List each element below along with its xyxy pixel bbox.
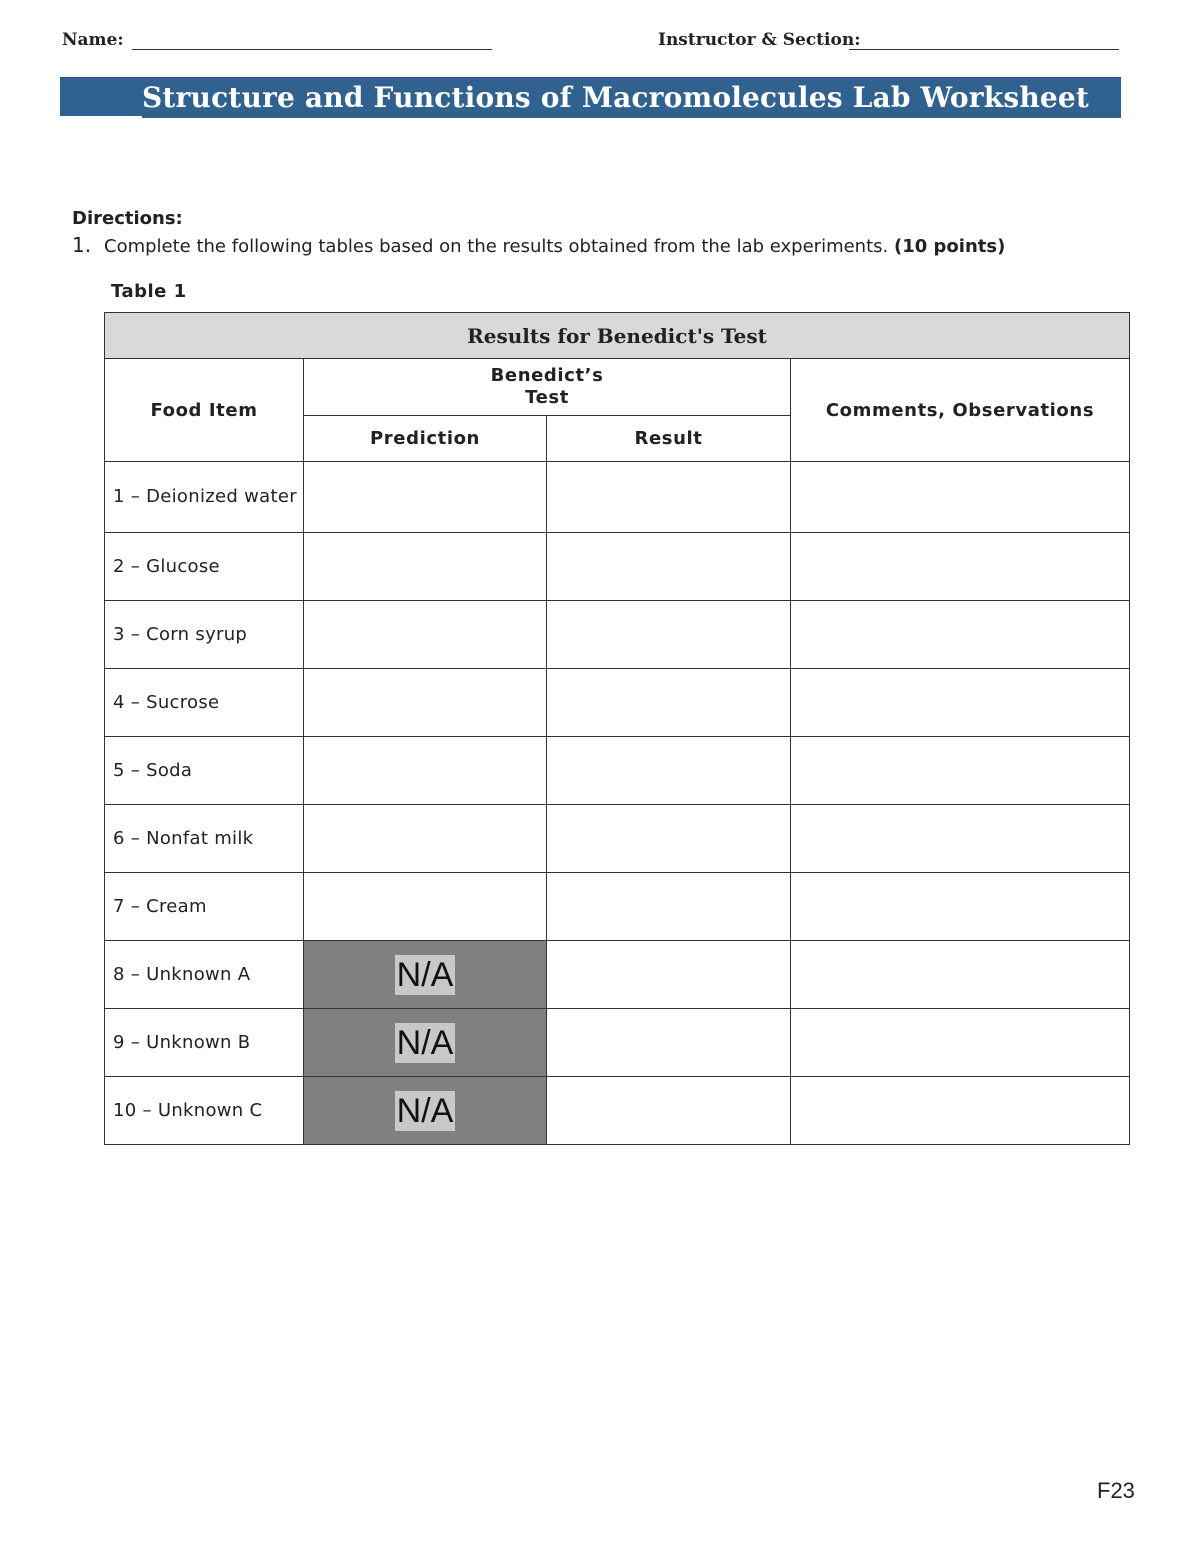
header-line <box>62 28 1120 58</box>
prediction-cell[interactable] <box>304 462 547 533</box>
table-row <box>105 533 1130 601</box>
prediction-cell[interactable] <box>304 669 547 737</box>
name-blank-line[interactable] <box>132 49 492 50</box>
directions-heading: Directions: <box>72 208 183 229</box>
column-header-result: Result <box>547 416 791 462</box>
food-item-cell: 9 – Unknown B <box>105 1009 304 1077</box>
food-item-cell: 5 – Soda <box>105 737 304 805</box>
food-item-cell: 4 – Sucrose <box>105 669 304 737</box>
result-cell[interactable] <box>547 1009 791 1077</box>
comments-cell[interactable] <box>791 941 1130 1009</box>
table-label: Table 1 <box>111 281 187 302</box>
table-row <box>105 1009 1130 1077</box>
prediction-cell[interactable] <box>304 533 547 601</box>
table-row <box>105 873 1130 941</box>
instruction-item <box>72 233 1005 257</box>
food-item-cell: 2 – Glucose <box>105 533 304 601</box>
instructor-section-label: Instructor & Section: <box>658 30 861 50</box>
comments-cell[interactable] <box>791 533 1130 601</box>
results-table <box>104 312 1130 1145</box>
comments-cell[interactable] <box>791 1077 1130 1145</box>
na-label: N/A <box>396 1091 454 1130</box>
footer-code: F23 <box>1097 1478 1135 1503</box>
result-cell[interactable] <box>547 533 791 601</box>
food-item-cell: 1 – Deionized water <box>105 462 304 533</box>
column-header-comments: Comments, Observations <box>791 359 1130 462</box>
food-item-cell: 10 – Unknown C <box>105 1077 304 1145</box>
prediction-cell[interactable] <box>304 601 547 669</box>
column-group-header-benedicts-test <box>304 359 791 416</box>
table-row <box>105 462 1130 533</box>
prediction-na-cell <box>304 1077 547 1145</box>
prediction-cell[interactable] <box>304 737 547 805</box>
food-item-cell: 3 – Corn syrup <box>105 601 304 669</box>
comments-cell[interactable] <box>791 737 1130 805</box>
table-row <box>105 601 1130 669</box>
result-cell[interactable] <box>547 805 791 873</box>
column-group-header-line1: Benedict’s <box>490 365 604 386</box>
prediction-na-cell <box>304 941 547 1009</box>
comments-cell[interactable] <box>791 601 1130 669</box>
na-label: N/A <box>396 955 454 994</box>
result-cell[interactable] <box>547 1077 791 1145</box>
prediction-na-cell <box>304 1009 547 1077</box>
result-cell[interactable] <box>547 462 791 533</box>
table-row <box>105 737 1130 805</box>
table-row <box>105 669 1130 737</box>
prediction-cell[interactable] <box>304 805 547 873</box>
comments-cell[interactable] <box>791 873 1130 941</box>
food-item-cell: 6 – Nonfat milk <box>105 805 304 873</box>
comments-cell[interactable] <box>791 462 1130 533</box>
na-label: N/A <box>396 1023 454 1062</box>
comments-cell[interactable] <box>791 1009 1130 1077</box>
column-header-food-item: Food Item <box>105 359 304 462</box>
instruction-text: Complete the following tables based on the results obtained from the lab experiments. <box>104 236 889 257</box>
column-header-prediction: Prediction <box>304 416 547 462</box>
table-row <box>105 1077 1130 1145</box>
column-group-header-line2: Test <box>525 387 569 408</box>
name-label: Name: <box>62 30 124 50</box>
title-bar-accent <box>60 116 142 119</box>
table-row <box>105 941 1130 1009</box>
title-bar <box>60 77 1121 118</box>
food-item-cell: 7 – Cream <box>105 873 304 941</box>
result-cell[interactable] <box>547 601 791 669</box>
instruction-number: 1. <box>72 233 92 257</box>
worksheet-title: Structure and Functions of Macromolecules Lab Worksheet <box>142 81 1090 114</box>
instructor-section-blank-line[interactable] <box>849 49 1119 50</box>
table-row <box>105 805 1130 873</box>
instruction-points: (10 points) <box>893 236 1006 257</box>
comments-cell[interactable] <box>791 805 1130 873</box>
result-cell[interactable] <box>547 737 791 805</box>
comments-cell[interactable] <box>791 669 1130 737</box>
prediction-cell[interactable] <box>304 873 547 941</box>
food-item-cell: 8 – Unknown A <box>105 941 304 1009</box>
result-cell[interactable] <box>547 873 791 941</box>
table-caption: Results for Benedict's Test <box>105 313 1130 359</box>
result-cell[interactable] <box>547 941 791 1009</box>
result-cell[interactable] <box>547 669 791 737</box>
